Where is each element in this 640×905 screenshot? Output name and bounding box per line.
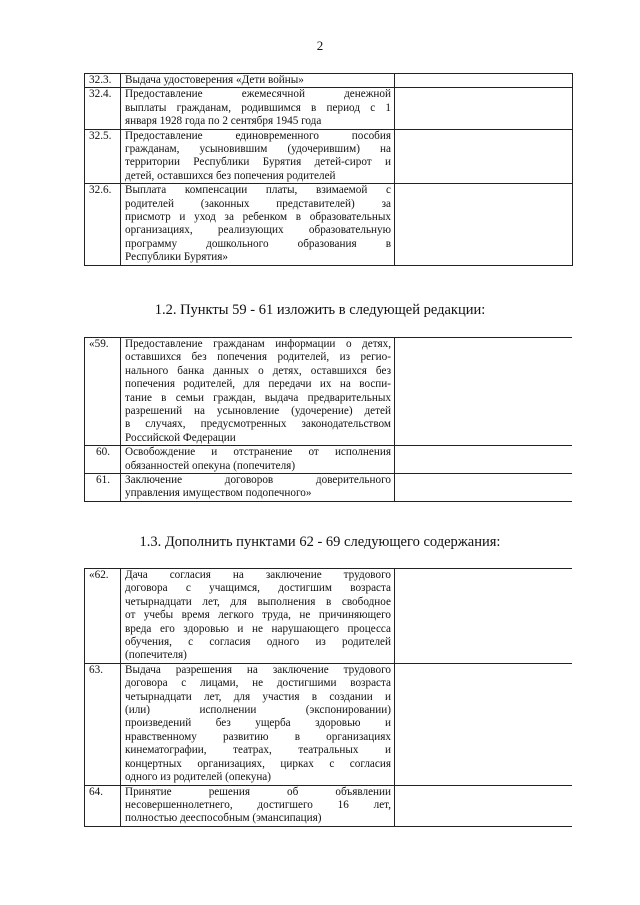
item-number: 61. xyxy=(85,474,121,502)
item-description xyxy=(121,446,395,474)
item-description xyxy=(121,474,395,502)
description-line: территории Республики Бурятия детей-сирот и xyxy=(125,156,391,169)
table-row xyxy=(85,569,573,664)
table-body xyxy=(85,569,573,827)
empty-cell xyxy=(395,184,573,265)
table-row xyxy=(85,74,573,88)
services-table-62-69 xyxy=(84,568,572,827)
description-line: детей, оставшихся без попечения родителей xyxy=(125,169,336,182)
description-line: от учебы время легкого труда, не причиняющего xyxy=(125,609,391,622)
description-line: нравственному развитию в организациях xyxy=(125,730,391,743)
description-line: гражданам, усыновившим (удочерившим) на xyxy=(125,143,391,156)
description-line: программу дошкольного образования в xyxy=(125,237,391,250)
table-row xyxy=(85,129,573,184)
description-line: договора с лицами, не достигшими возраста xyxy=(125,677,391,690)
description-line: концертных организациях, цирках с согласия xyxy=(125,757,391,770)
description-line: Выдача удостоверения «Дети войны» xyxy=(125,74,304,86)
description-line: несовершеннолетнего, достигшего 16 лет, xyxy=(125,798,391,811)
empty-cell xyxy=(395,474,573,502)
item-number: «59. xyxy=(85,338,121,446)
description-line: родителей (законных представителей) за xyxy=(125,197,391,210)
item-description xyxy=(121,785,395,826)
section-heading-1-2: 1.2. Пункты 59 - 61 изложить в следующей редакции: xyxy=(154,302,486,318)
description-line: (или) исполнении (экспонировании) xyxy=(125,704,391,717)
description-line: нального банка данных о детях, оставшихся без xyxy=(125,364,391,377)
table-row xyxy=(85,184,573,265)
table-row xyxy=(85,88,573,129)
item-number: 32.6. xyxy=(85,184,121,265)
description-line: (попечителя) xyxy=(125,649,187,662)
description-line: присмотр и уход за ребенком в образовательных xyxy=(125,211,391,224)
item-number: 63. xyxy=(85,663,121,785)
empty-cell xyxy=(395,129,573,184)
description-line: попечения родителей, для передачи их на воспи- xyxy=(125,378,391,391)
description-line: организациях, реализующих образовательную xyxy=(125,224,391,237)
empty-cell xyxy=(395,74,573,88)
item-number: 64. xyxy=(85,785,121,826)
description-line: Республики Бурятия» xyxy=(125,251,229,264)
description-line: обучения, с согласия одного из родителей xyxy=(125,636,391,649)
empty-cell xyxy=(395,569,573,664)
description-line: кинематографии, театрах, театральных и xyxy=(125,744,391,757)
description-line: тание в семьи граждан, выдача предварительных xyxy=(125,391,391,404)
item-description xyxy=(121,569,395,664)
description-line: вреда его здоровью и не нарушающего процесса xyxy=(125,622,391,635)
item-description xyxy=(121,663,395,785)
description-line: управления имуществом подопечного» xyxy=(125,487,312,500)
empty-cell xyxy=(395,446,573,474)
item-number: 60. xyxy=(85,446,121,474)
table-row xyxy=(85,338,573,446)
description-line: Принятие решения об объявлении xyxy=(125,785,391,798)
description-line: произведений без ущерба здоровью и xyxy=(125,717,391,730)
description-line: Освобождение и отстранение от исполнения xyxy=(125,446,391,459)
item-number: «62. xyxy=(85,569,121,664)
item-description xyxy=(121,338,395,446)
description-line: четырнадцати лет, для участия в создании и xyxy=(125,690,391,703)
services-table-59-61 xyxy=(84,337,572,502)
description-line: в случаях, предусмотренных законодательством xyxy=(125,418,391,431)
description-line: Выдача разрешения на заключение трудового xyxy=(125,663,391,676)
item-number: 32.4. xyxy=(85,88,121,129)
empty-cell xyxy=(395,785,573,826)
services-table-32 xyxy=(84,73,573,266)
description-line: Российской Федерации xyxy=(125,431,236,444)
section-heading-1-3: 1.3. Дополнить пунктами 62 - 69 следующего содержания: xyxy=(139,534,501,550)
table-row xyxy=(85,663,573,785)
description-line: Выплата компенсации платы, взимаемой с xyxy=(125,184,391,197)
table-body xyxy=(85,74,573,266)
empty-cell xyxy=(395,338,573,446)
description-line: полностью дееспособным (эмансипация) xyxy=(125,812,322,825)
empty-cell xyxy=(395,663,573,785)
item-description xyxy=(121,129,395,184)
description-line: Предоставление ежемесячной денежной xyxy=(125,88,391,101)
empty-cell xyxy=(395,88,573,129)
description-line: разрешений на усыновление (удочерение) детей xyxy=(125,405,391,418)
table-row xyxy=(85,474,573,502)
table-body xyxy=(85,338,573,502)
item-number: 32.3. xyxy=(85,74,121,88)
description-line: четырнадцати лет, для выполнения в свободное xyxy=(125,595,391,608)
item-description xyxy=(121,74,395,88)
description-line: Заключение договоров доверительного xyxy=(125,474,391,487)
description-line: одного из родителей (опекуна) xyxy=(125,771,271,784)
description-line: Предоставление гражданам информации о детях, xyxy=(125,338,391,350)
table-row xyxy=(85,446,573,474)
description-line: договора с учащимся, достигшим возраста xyxy=(125,582,391,595)
item-number: 32.5. xyxy=(85,129,121,184)
description-line: Дача согласия на заключение трудового xyxy=(125,569,391,581)
item-description xyxy=(121,88,395,129)
item-description xyxy=(121,184,395,265)
description-line: обязанностей опекуна (попечителя) xyxy=(125,459,296,472)
page-number: 2 xyxy=(316,38,324,53)
description-line: Предоставление единовременного пособия xyxy=(125,129,391,142)
description-line: выплаты гражданам, родившимся в период с 1 xyxy=(125,101,391,114)
description-line: января 1928 года по 2 сентября 1945 года xyxy=(125,115,322,128)
description-line: оставшихся без попечения родителей, из регио- xyxy=(125,351,391,364)
table-row xyxy=(85,785,573,826)
